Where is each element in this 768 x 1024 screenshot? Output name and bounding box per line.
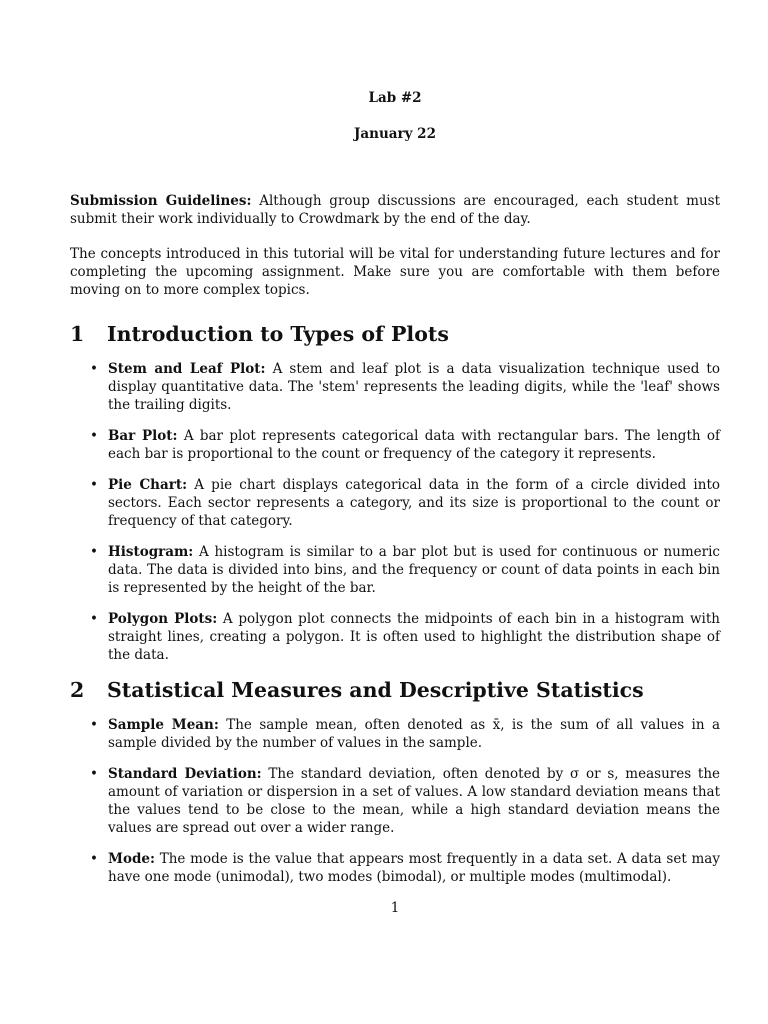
item-term: Polygon Plots: [108, 611, 218, 627]
document-page [70, 0, 720, 1024]
item-text: A stem and leaf plot is a data visualization technique used to display quantitative data. The 'stem' represents the leading digits, while the 'leaf' shows the trailing digits. [108, 361, 720, 413]
submission-guidelines-label: Submission Guidelines: [70, 193, 252, 209]
list-item [70, 427, 720, 463]
item-text: The mode is the value that appears most frequently in a data set. A data set may have one mode (unimodal), two modes (bimodal), or multiple modes (multimodal). [108, 851, 720, 885]
list-item [70, 765, 720, 837]
section-heading-1 [70, 321, 720, 347]
list-item [70, 543, 720, 597]
item-text: A polygon plot connects the midpoints of each bin in a histogram with straight lines, creating a polygon. It is often used to highlight the distribution shape of the data. [108, 611, 720, 663]
lab-date: January 22 [354, 126, 436, 142]
item-text: The standard deviation, often denoted by σ or s, measures the amount of variation or dispersion in a set of values. A low standard deviation means that the values tend to be close to the mean, while a high standard deviation means the values are spread out over a wider range. [108, 766, 720, 836]
bullet-icon: • [90, 717, 98, 733]
concepts-paragraph: The concepts introduced in this tutorial will be vital for understanding future lectures and for completing the upcoming assignment. Make sure you are comfortable with them before moving on to more complex topics. [70, 246, 720, 298]
item-term: Stem and Leaf Plot: [108, 361, 266, 377]
submission-guidelines-paragraph [70, 192, 720, 228]
item-text: A bar plot represents categorical data with rectangular bars. The length of each bar is proportional to the count or frequency of the category it represents. [108, 428, 720, 462]
page-number: 1 [390, 900, 400, 916]
bullet-icon: • [90, 477, 98, 493]
section-title: Introduction to Types of Plots [107, 322, 449, 346]
section-heading-2 [70, 677, 720, 703]
list-item [70, 360, 720, 414]
item-text: A pie chart displays categorical data in the form of a circle divided into sectors. Each sector represents a category, and its size is proportional to the count or frequency of that category. [108, 477, 720, 529]
bullet-icon: • [90, 361, 98, 377]
section-title: Statistical Measures and Descriptive Statistics [107, 678, 644, 702]
plot-types-list [70, 360, 720, 677]
item-term: Histogram: [108, 544, 194, 560]
bullet-icon: • [90, 851, 98, 867]
item-term: Pie Chart: [108, 477, 188, 493]
section-number: 2 [70, 678, 85, 702]
section-number: 1 [70, 322, 85, 346]
list-item [70, 476, 720, 530]
item-text: The sample mean, often denoted as x̄, is the sum of all values in a sample divided by the number of values in the sample. [108, 717, 720, 751]
item-text: A histogram is similar to a bar plot but is used for continuous or numeric data. The data is divided into bins, and the frequency or count of data points in each bin is represented by the height of the bar. [108, 544, 720, 596]
bullet-icon: • [90, 766, 98, 782]
lab-title: Lab #2 [368, 90, 422, 106]
statistics-list [70, 716, 720, 899]
item-term: Bar Plot: [108, 428, 178, 444]
bullet-icon: • [90, 544, 98, 560]
submission-guidelines-text: Although group discussions are encouraged, each student must submit their work individually to Crowdmark by the end of the day. [70, 193, 720, 227]
list-item [70, 850, 720, 886]
list-item [70, 716, 720, 752]
item-term: Sample Mean: [108, 717, 219, 733]
item-term: Mode: [108, 851, 155, 867]
bullet-icon: • [90, 428, 98, 444]
list-item [70, 610, 720, 664]
bullet-icon: • [90, 611, 98, 627]
item-term: Standard Deviation: [108, 766, 262, 782]
